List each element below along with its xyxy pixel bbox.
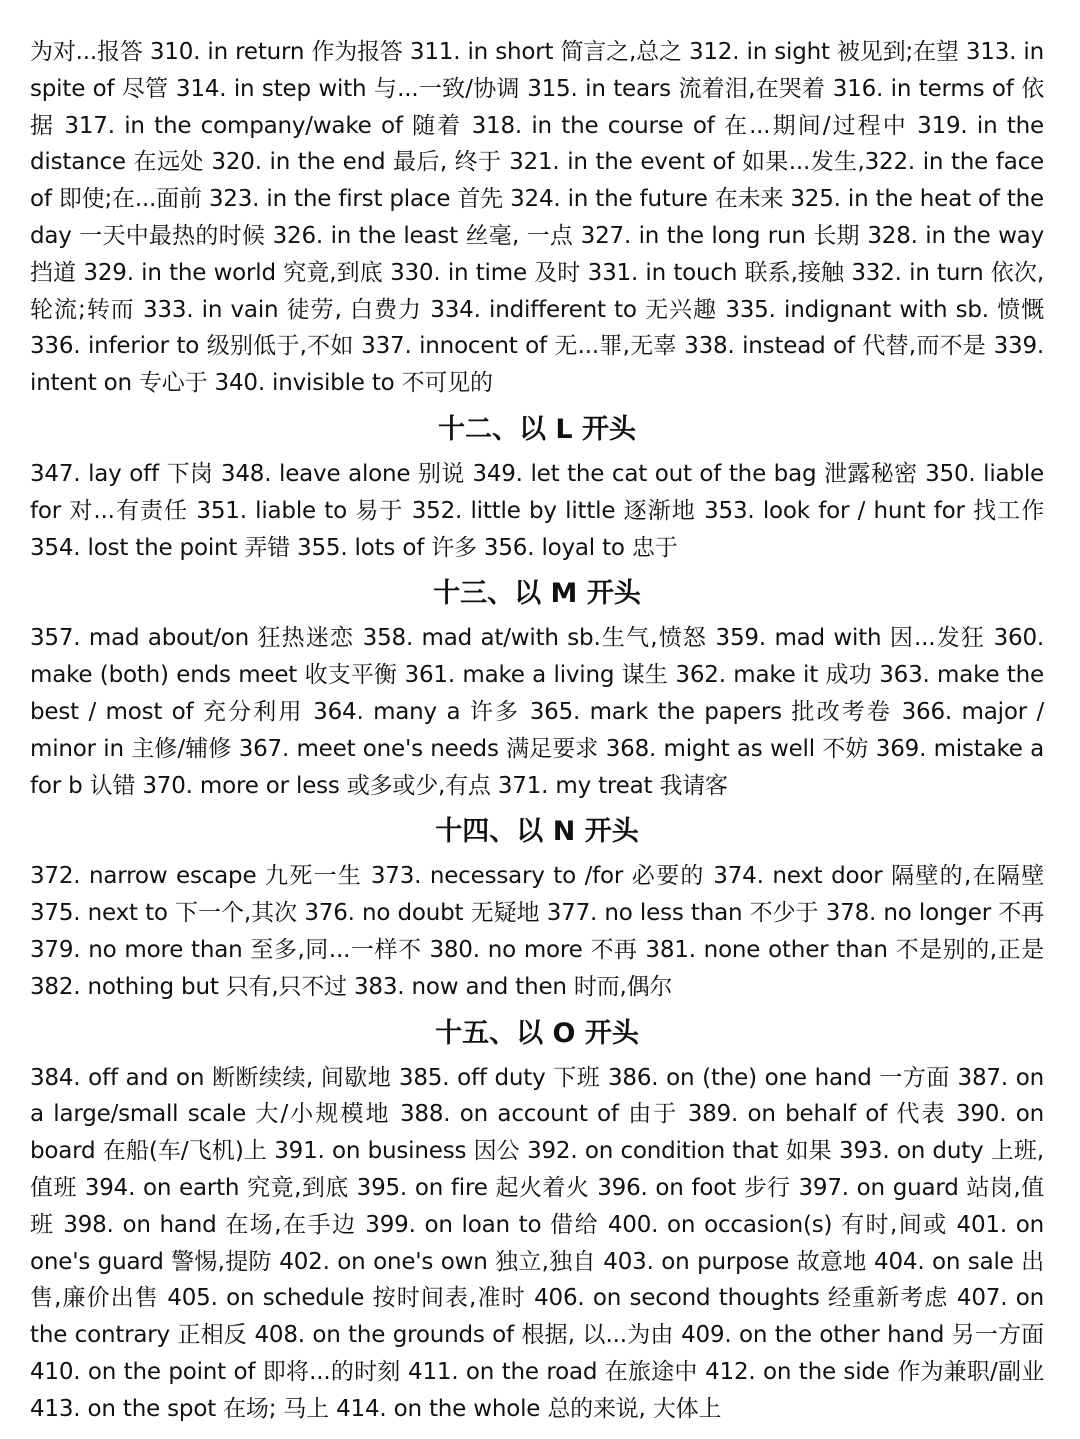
paragraph-n-phrases: 372. narrow escape 九死一生 373. necessary to /for 必要的 374. next door 隔壁的,在隔壁 375. next to 下一个,其次 376. no doubt 无疑地 377. no less than 不少于 378. no longer 不再 379. no more than 至多,同...一样不 380. no more 不再 381. none other than 不是别的,正是 382. nothing but 只有,只不过 383. now and then 时而,偶尔 [30, 863, 1044, 1000]
paragraph-m-phrases: 357. mad about/on 狂热迷恋 358. mad at/with sb.生气,愤怒 359. mad with 因...发狂 360. make (both) ends meet 收支平衡 361. make a living 谋生 362. make it 成功 363. make the best / most of 充分利用 364. many a 许多 365. mark the papers 批改考卷 366. major / minor in 主修/辅修 367. meet one's needs 满足要求 368. might as well 不妨 369. mistake a for b 认错 370. more or less 或多或少,有点 371. my treat 我请客 [30, 625, 1044, 799]
section-heading-o: 十五、以 O 开头 [435, 1017, 639, 1049]
section-heading-l: 十二、以 L 开头 [437, 413, 636, 445]
section-heading-m: 十三、以 M 开头 [433, 578, 641, 610]
paragraph-i-phrases: 为对...报答 310. in return 作为报答 311. in short 简言之,总之 312. in sight 被见到;在望 313. in spite of 尽管 314. in step with 与...一致/协调 315. in tears 流着泪,在哭着 316. in terms of 依据 317. in the company/wake of 随着 318. in the course of 在...期间/过程中 319. in the distance 在远处 320. in the end 最后, 终于 321. in the event of 如果...发生,322. in the face of 即使;在...面前 323. in the first place 首先 324. in the future 在未来 325. in the heat of the day 一天中最热的时候 326. in the least 丝毫, 一点 327. in the long run 长期 328. in the way 挡道 329. in the world 究竟,到底 330. in time 及时 331. in touch 联系,接触 332. in turn 依次,轮流;转而 333. in vain 徒劳, 白费力 334. indifferent to 无兴趣 335. indignant with sb. 愤慨 336. inferior to 级别低于,不如 337. innocent of 无...罪,无辜 338. instead of 代替,而不是 339. intent on 专心于 340. invisible to 不可见的 [30, 39, 1044, 397]
paragraph-l-phrases: 347. lay off 下岗 348. leave alone 别说 349. let the cat out of the bag 泄露秘密 350. liable for 对...有责任 351. liable to 易于 352. little by little 逐渐地 353. look for / hunt for 找工作 354. lost the point 弄错 355. lots of 许多 356. loyal to 忠于 [30, 460, 1044, 561]
section-heading-n: 十四、以 N 开头 [435, 816, 639, 848]
paragraph-o-phrases: 384. off and on 断断续续, 间歇地 385. off duty 下班 386. on (the) one hand 一方面 387. on a large/small scale 大/小规模地 388. on account of 由于 389. on behalf of 代表 390. on board 在船(车/飞机)上 391. on business 因公 392. on condition that 如果 393. on duty 上班,值班 394. on earth 究竟,到底 395. on fire 起火着火 396. on foot 步行 397. on guard 站岗,值班 398. on hand 在场,在手边 399. on loan to 借给 400. on occasion(s) 有时,间或 401. on one's guard 警惕,提防 402. on one's own 独立,独自 403. on purpose 故意地 404. on sale 出售,廉价出售 405. on schedule 按时间表,准时 406. on second thoughts 经重新考虑 407. on the contrary 正相反 408. on the grounds of 根据, 以...为由 409. on the other hand 另一方面 410. on the point of 即将...的时刻 411. on the road 在旅途中 412. on the side 作为兼职/副业 413. on the spot 在场; 马上 414. on the whole 总的来说, 大体上 [30, 1064, 1044, 1422]
